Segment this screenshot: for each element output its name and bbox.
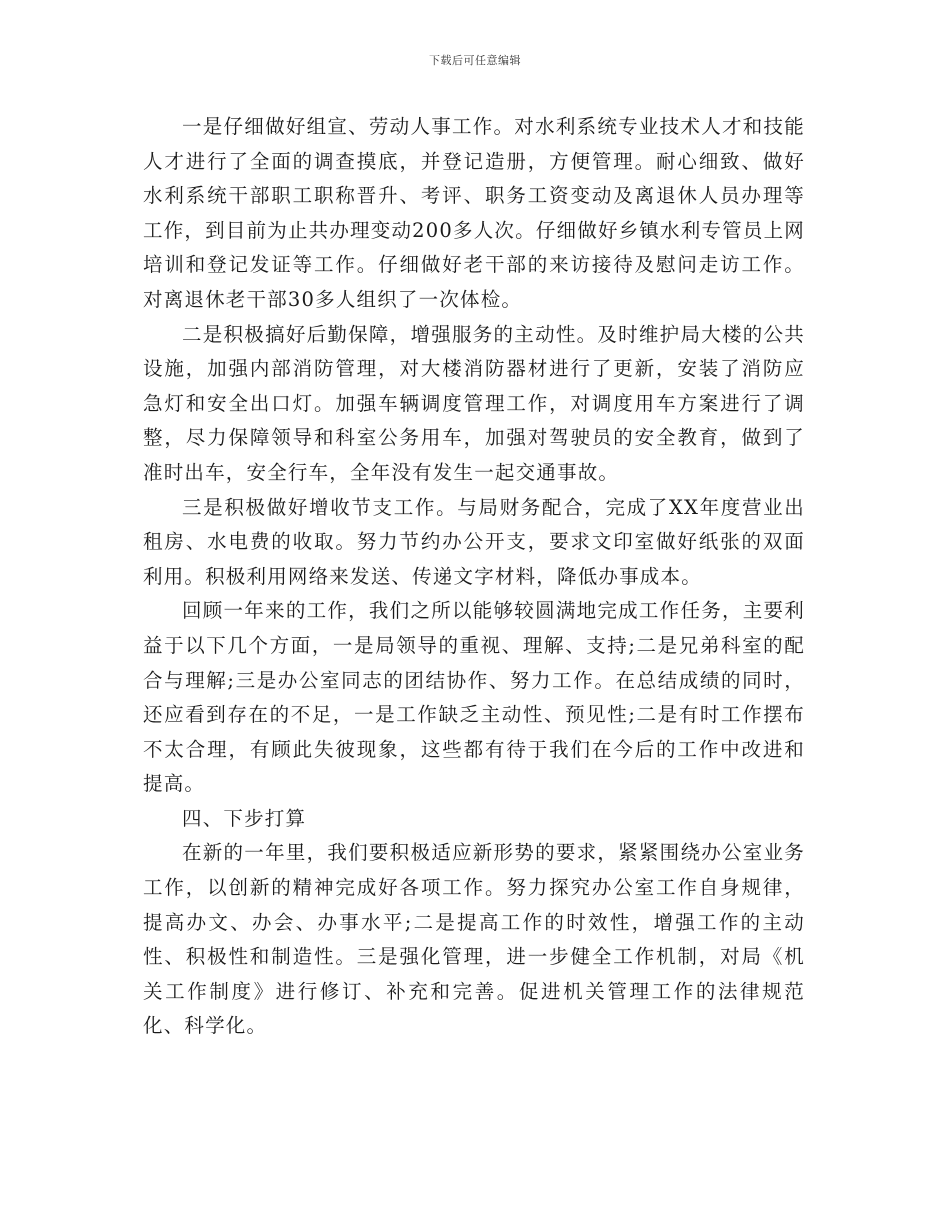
page-header: 下载后可任意编辑 [429, 54, 521, 67]
paragraph-revenue-saving: 三是积极做好增收节支工作。与局财务配合，完成了XX年度营业出租房、水电费的收取。努力节约办公开支，要求文印室做好纸张的双面利用。积极利用网络来发送、传递文字材料，降低办事成本。 [143, 495, 805, 588]
paragraph-logistics-support: 二是积极搞好后勤保障，增强服务的主动性。及时维护局大楼的公共设施，加强内部消防管理，对大楼消防器材进行了更新，安装了消防应急灯和安全出口灯。加强车辆调度管理工作，对调度用车方案进行了调整，尽力保障领导和科室公务用车，加强对驾驶员的安全教育，做到了准时出车，安全行车，全年没有发生一起交通事故。 [143, 322, 805, 484]
paragraph-year-review: 回顾一年来的工作，我们之所以能够较圆满地完成工作任务，主要利益于以下几个方面，一是局领导的重视、理解、支持;二是兄弟科室的配合与理解;三是办公室同志的团结协作、努力工作。在总结成绩的同时，还应看到存在的不足，一是工作缺乏主动性、预见性;二是有时工作摆布不太合理，有顾此失彼现象，这些都有待于我们在今后的工作中改进和提高。 [143, 599, 805, 796]
paragraph-next-year-plan: 在新的一年里，我们要积极适应新形势的要求，紧紧围绕办公室业务工作，以创新的精神完成好各项工作。努力探究办公室工作自身规律，提高办文、办会、办事水平;二是提高工作的时效性，增强工作的主动性、积极性和制造性。三是强化管理，进一步健全工作机制，对局《机关工作制度》进行修订、补充和完善。促进机关管理工作的法律规范化、科学化。 [143, 841, 805, 1038]
document-body [143, 110, 805, 1044]
section-heading-next-plan: 四、下步打算 [182, 806, 307, 830]
paragraph-personnel-work: 一是仔细做好组宣、劳动人事工作。对水利系统专业技术人才和技能人才进行了全面的调查摸底，并登记造册，方便管理。耐心细致、做好水利系统干部职工职称晋升、考评、职务工资变动及离退休人员办理等工作，到目前为止共办理变动200多人次。仔细做好乡镇水利专管员上网培训和登记发证等工作。仔细做好老干部的来访接待及慰问走访工作。对离退休老干部30多人组织了一次体检。 [143, 115, 805, 311]
